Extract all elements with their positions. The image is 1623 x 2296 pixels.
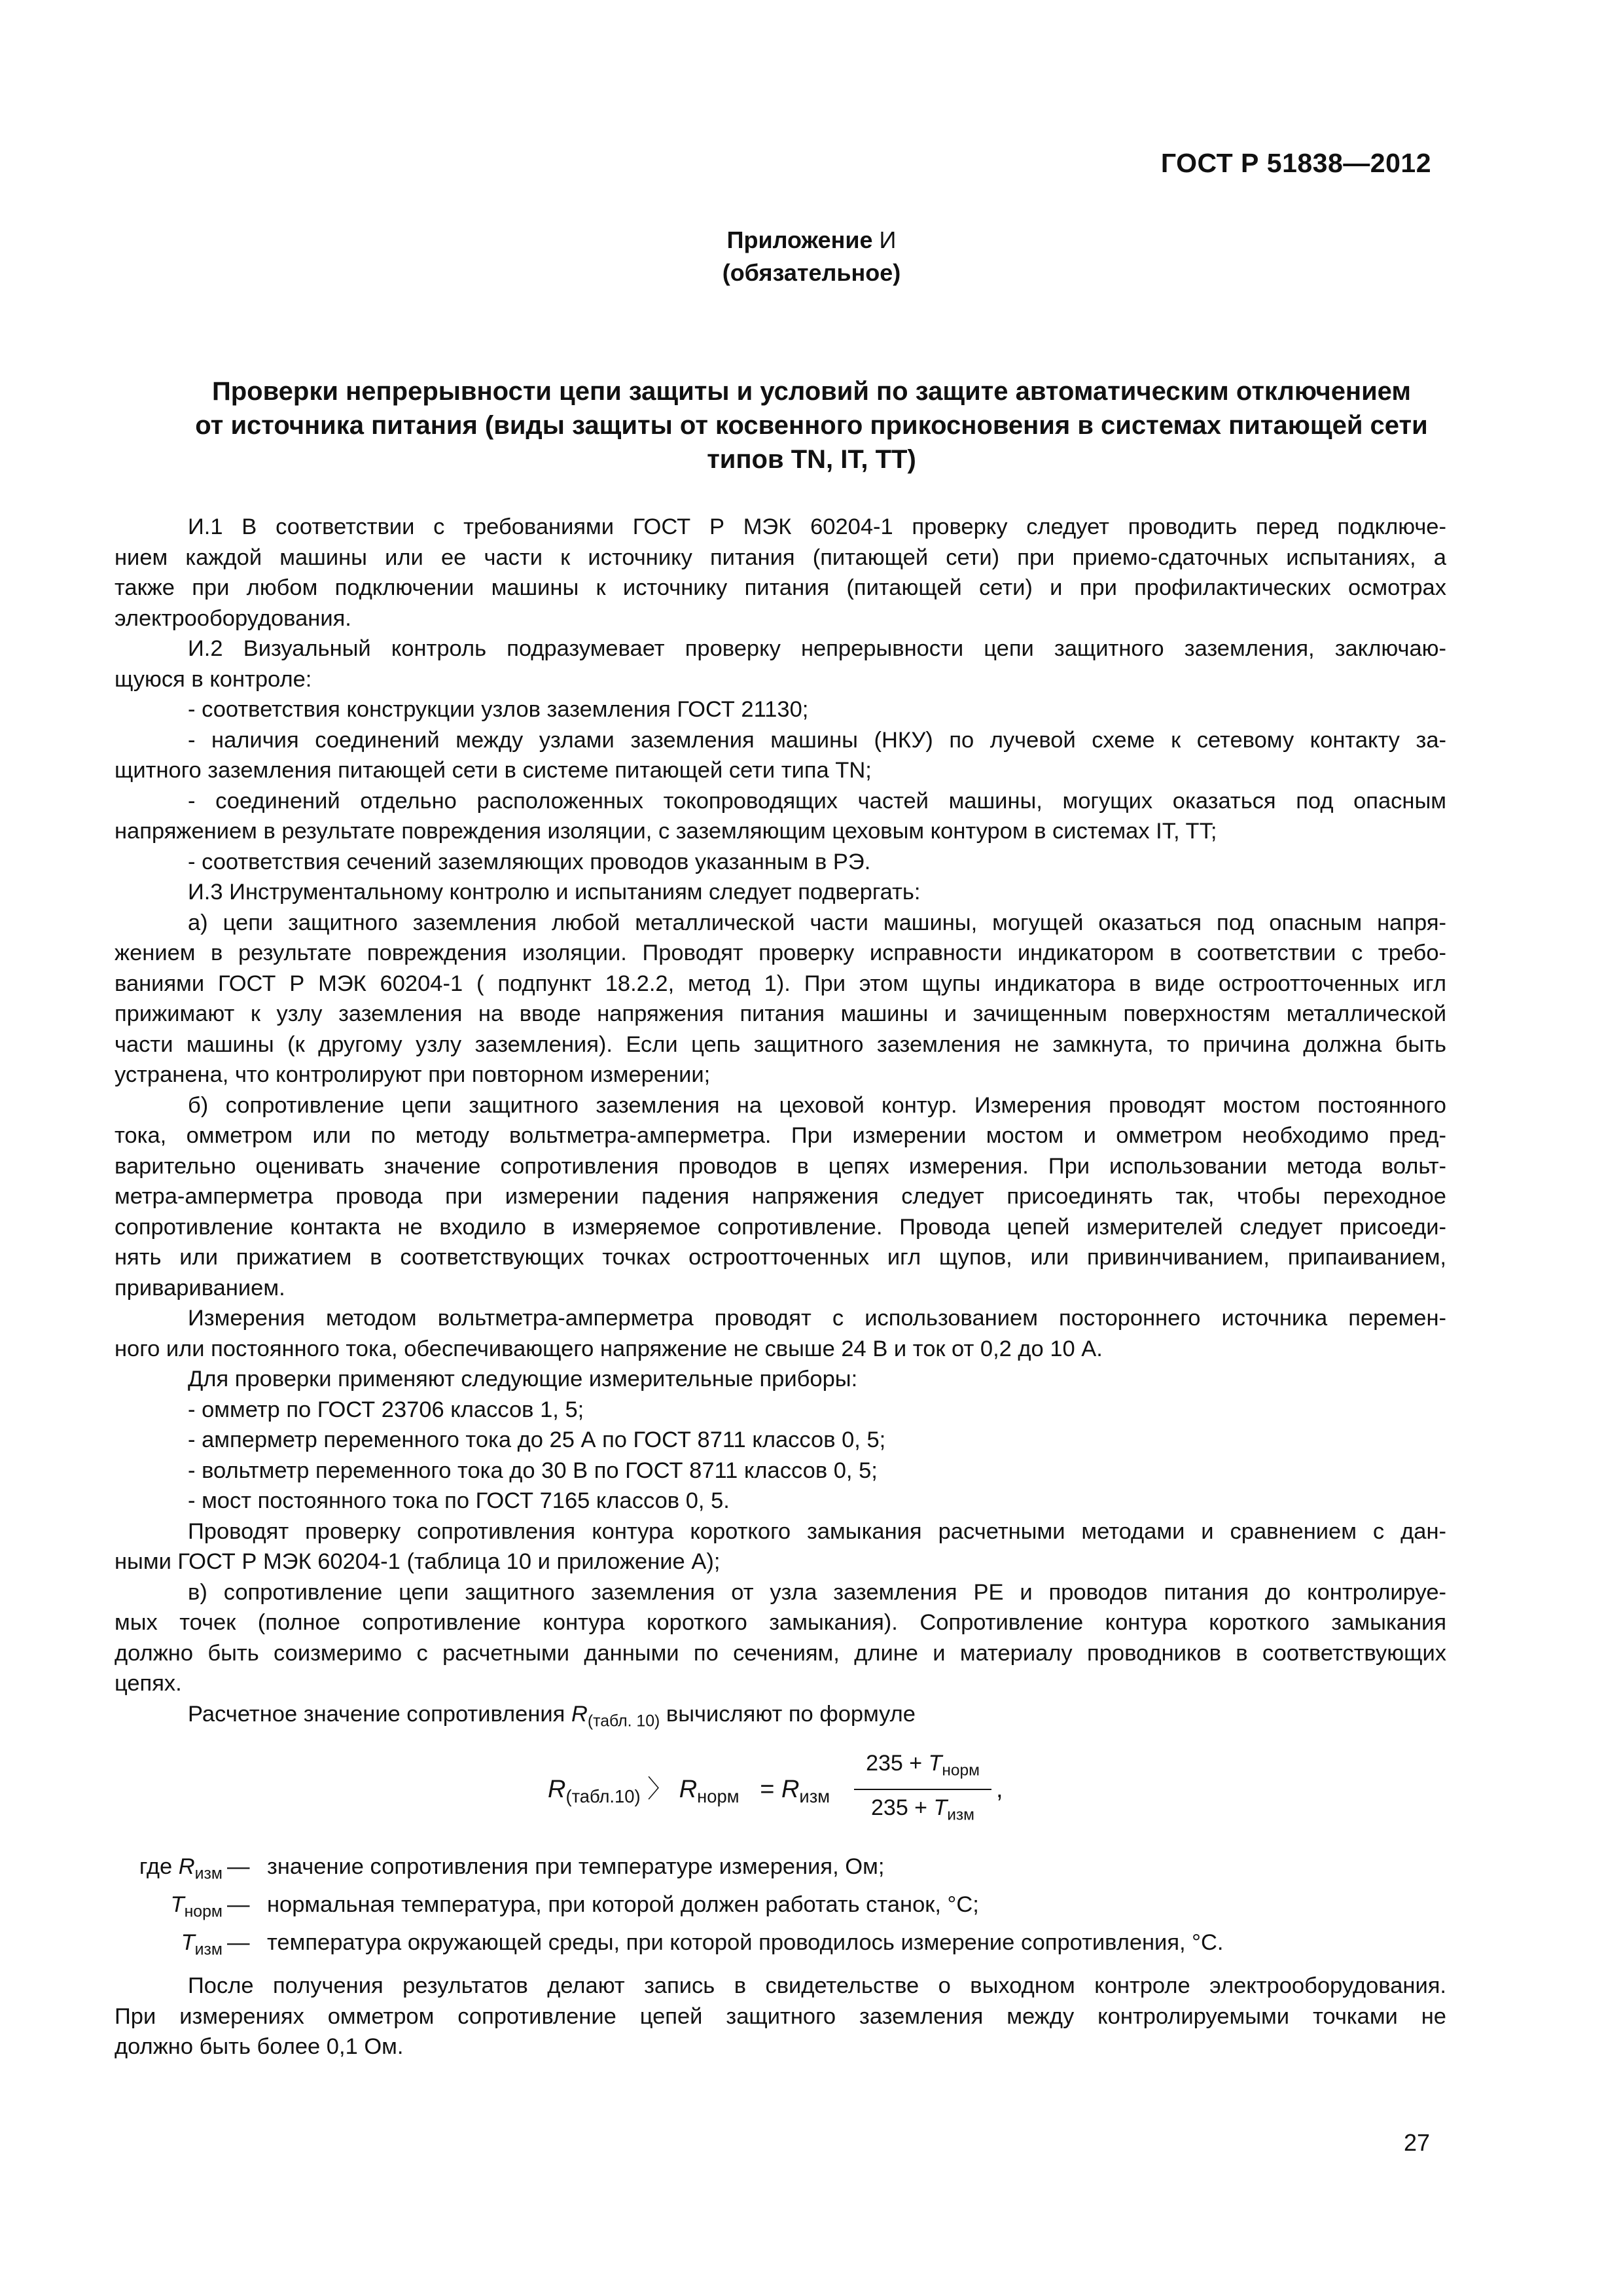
appendix-word: Приложение [726,226,873,253]
text-line: сопротивление контакта не входило в измеряемое сопротивление. Провода цепей измерителей следует присоеди- [115,1214,1446,1240]
definition-item: $T_{норм}$ — нормальная температура, при которой должен работать станок, °C; [170,1892,979,1921]
text-line: должно быть соизмеримо с расчетными данными по сечениям, длине и материалу проводников в соответствующих [115,1640,1446,1666]
resistance-formula: $R_{(табл.10)}$ 〉 $R_{норм}$ = $R_{изм}$ $235 + T_{норм}$ $235 + T_{изм}$ , [115,1746,1446,1839]
formula-numerator: $235 + T_{норм}$ [854,1748,991,1790]
text-line: мых точек (полное сопротивление контура короткого замыкания). Сопротивление контура короткого замыкания [115,1610,1446,1635]
text-line: И.2 Визуальный контроль подразумевает проверку непрерывности цепи защитного заземления, заключаю- [188,636,1446,661]
list-item: - омметр по ГОСТ 23706 классов 1, 5; [188,1397,584,1422]
text-line: устранена, что контролируют при повторном измерении; [115,1062,711,1087]
list-item: - соответствия конструкции узлов заземления ГОСТ 21130; [188,697,809,722]
item-a [115,908,1446,1090]
text-line: варительно оценивать значение сопротивления проводов в цепях измерения. При использовании метода вольт- [115,1153,1446,1179]
text-line: б) сопротивление цепи защитного заземления на цеховой контур. Измерения проводят мостом постоянного [188,1092,1446,1118]
list-item-cont: напряжением в результате повреждения изоляции, с заземляющим цеховым контуром в системах IT, TT; [115,819,1217,844]
text-line: ного или постоянного тока, обеспечивающего напряжение не свыше 24 В и ток от 0,2 до 10 А. [115,1336,1103,1361]
definition-item: где $R_{изм}$ — значение сопротивления при температуре измерения, Ом; [139,1854,885,1883]
item-v [115,1577,1446,1699]
instrument-list [115,1364,1446,1516]
appendix-title [111,374,1512,476]
definition-item: $T_{изм}$ — температура окружающей среды, при которой проводилось измерение сопротивления, °C. [181,1930,1224,1959]
appendix-letter: И [879,226,897,253]
list-item: - соединений отдельно расположенных токопроводящих частей машины, могущих оказаться под опасным [188,788,1446,814]
text-line: а) цепи защитного заземления любой металлической части машины, могущей оказаться под опасным напря- [188,910,1446,935]
appendix-status: (обязательное) [722,259,901,286]
paragraph-i3 [115,877,1446,908]
symbol-definitions [115,1852,1446,1965]
text-line: Измерения методом вольтметра-амперметра проводят с использованием постороннего источника перемен- [188,1306,1446,1331]
appendix-label [0,226,1623,254]
text-line: цепях. [115,1671,182,1696]
page-number: 27 [1403,2129,1430,2156]
list-item: - вольтметр переменного тока до 30 В по ГОСТ 8711 классов 0, 5; [188,1458,878,1483]
text-line: жением в результате повреждения изоляции. Проводят проверку исправности индикатором в соответствии с требо- [115,941,1446,965]
item-b [115,1090,1446,1304]
document-body [115,512,1446,2062]
paragraph-check [115,1516,1446,1577]
text-line: При измерениях омметром сопротивление цепей защитного заземления между контролируемыми точками не [115,2003,1446,2029]
list-item: - соответствия сечений заземляющих проводов указанным в РЭ. [188,849,871,874]
text-line: также при любом подключении машины к источнику питания (питающей сети) и при профилактических осмотрах [115,575,1446,600]
formula-lhs: $R_{(табл.10)}$ 〉 $R_{норм}$ = $R_{изм}$ [548,1776,830,1807]
title-line: Проверки непрерывности цепи защиты и условий по защите автоматическим отключением [212,377,1411,406]
paragraph-i1 [115,512,1446,634]
text-line: тока, омметром или по методу вольтметра-амперметра. При измерении мостом и омметром необходимо пред- [115,1123,1446,1148]
text-line: И.3 Инструментальному контролю и испытаниям следует подвергать: [188,880,921,905]
formula-denominator: $235 + T_{изм}$ [871,1795,974,1824]
title-line: от источника питания (виды защиты от косвенного прикосновения в системах питающей сети [195,411,1428,440]
paragraph-measurement [115,1303,1446,1364]
title-line: типов TN, IT, TT) [707,445,916,474]
text-line: привариванием. [115,1275,285,1300]
standard-code: ГОСТ Р 51838—2012 [1160,148,1431,178]
formula-fraction [854,1748,991,1831]
text-line: ными ГОСТ Р МЭК 60204-1 (таблица 10 и приложение А); [115,1549,721,1574]
final-paragraph [115,1971,1446,2062]
text-line: метра-амперметра провода при измерении падения напряжения следует присоединять так, чтобы переходное [115,1184,1446,1209]
formula-intro: Расчетное значение сопротивления $R_{(табл. 10)}$ вычисляют по формуле [188,1701,916,1730]
text-line: После получения результатов делают запись в свидетельстве о выходном контроле электрооборудования. [188,1973,1446,1999]
text-line: прижимают к узлу заземления на вводе напряжения питания машины и зачищенным поверхностям металлической [115,1001,1446,1026]
text-line: нием каждой машины или ее части к источнику питания (питающей сети) при приемо-сдаточных испытаниях, а [115,545,1446,570]
text-line: нять или прижатием в соответствующих точках остроотточенных игл щупов, или привинчиванием, припаиванием, [115,1245,1446,1270]
list-item: - амперметр переменного тока до 25 А по ГОСТ 8711 классов 0, 5; [188,1427,886,1452]
text-line: ваниями ГОСТ Р МЭК 60204-1 ( подпункт 18.2.2, метод 1). При этом щупы индикатора в виде остроотточенных игл [115,971,1446,996]
list-item: - наличия соединений между узлами заземления машины (НКУ) по лучевой схеме к сетевому контакту за- [188,727,1446,753]
paragraph-i2 [115,634,1446,877]
text-line: части машины (к другому узлу заземления). Если цепь защитного заземления не замкнута, то причина должна быть [115,1031,1446,1057]
text-line: электрооборудования. [115,605,351,631]
list-item: - мост постоянного тока по ГОСТ 7165 классов 0, 5. [188,1488,730,1513]
text-line: должно быть более 0,1 Ом. [115,2034,404,2060]
list-item-cont: щитного заземления питающей сети в системе питающей сети типа TN; [115,758,872,783]
text-line: Для проверки применяют следующие измерительные приборы: [188,1367,858,1391]
text-line: щуюся в контроле: [115,666,312,692]
text-line: в) сопротивление цепи защитного заземления от узла заземления PE и проводов питания до контролируе- [188,1579,1446,1605]
text-line: Проводят проверку сопротивления контура короткого замыкания расчетными методами и сравнением с дан- [188,1518,1446,1544]
text-line: И.1 В соответствии с требованиями ГОСТ Р МЭК 60204-1 проверку следует проводить перед подключе- [188,514,1446,539]
